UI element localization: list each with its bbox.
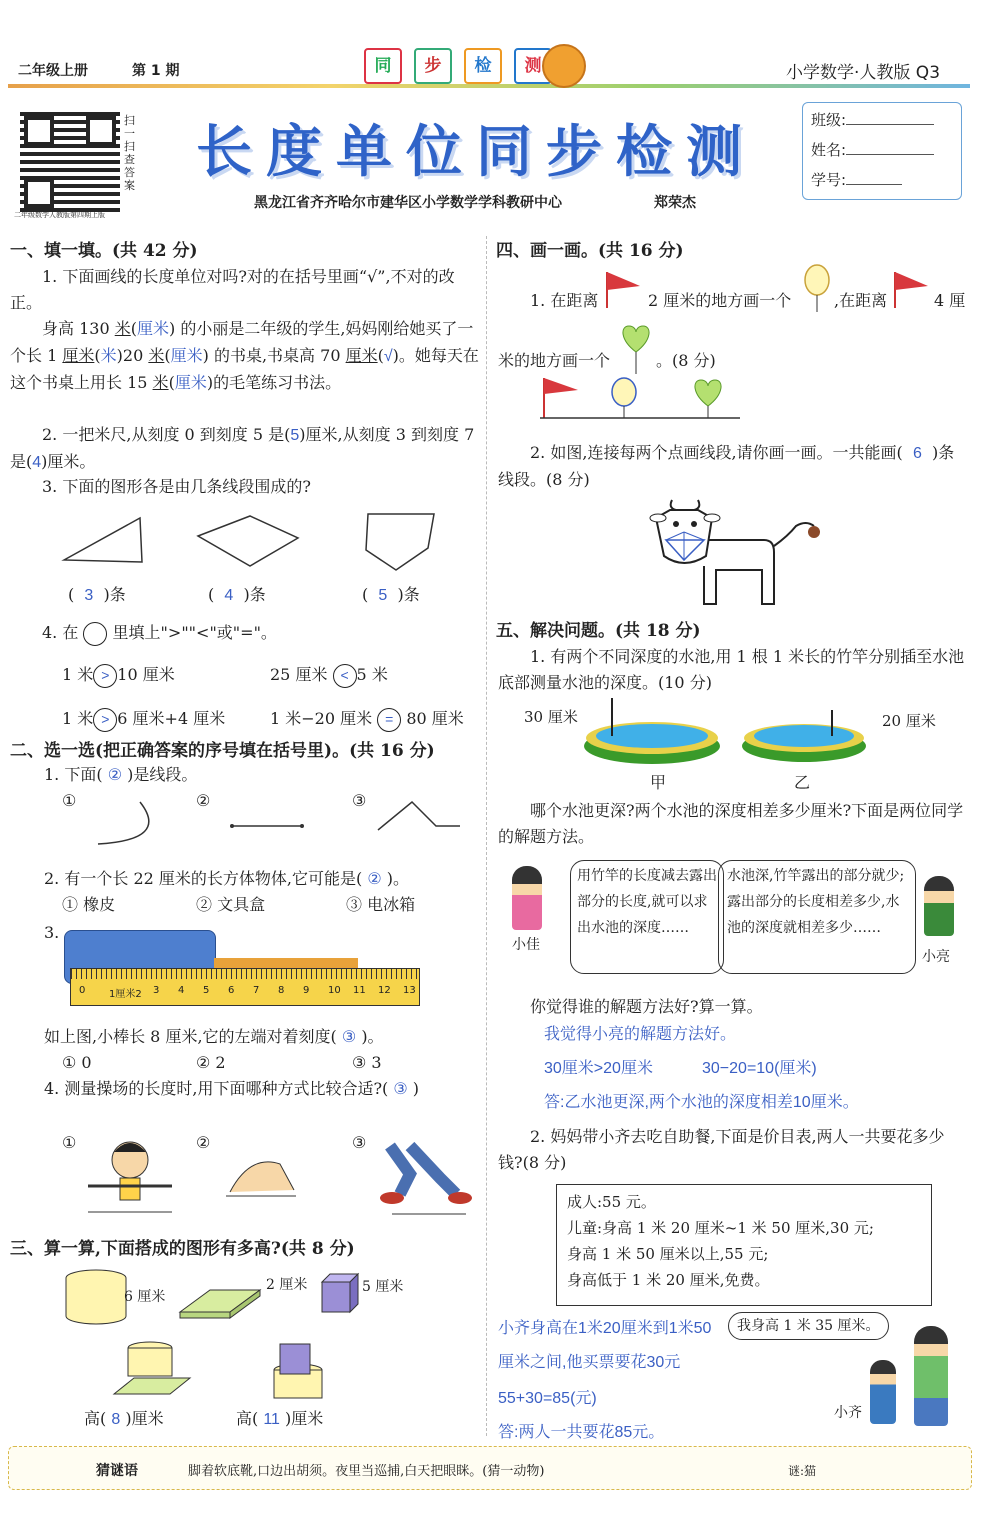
q2-opt-1: ① 橡皮 xyxy=(62,895,116,914)
section-1-title: 一、填一填。(共 42 分) xyxy=(10,241,198,261)
answer-line-5: 小齐身高在1米20厘米到1米50 xyxy=(498,1320,712,1337)
s4-q1f: 。(8 分) xyxy=(656,351,716,370)
s2-q1: 1. 下面( ② )是线段。 xyxy=(44,765,198,784)
q4-opt-1: ① xyxy=(62,1133,77,1152)
stick-tail xyxy=(214,958,358,968)
speech-bubble-1: 用竹竿的长度减去露出部分的长度,就可以求出水池的深度…… xyxy=(570,860,724,974)
cube-shape xyxy=(322,1274,358,1312)
section-5-title: 五、解决问题。(共 18 分) xyxy=(496,621,701,641)
s4-q1e: 米的地方画一个 xyxy=(498,351,611,370)
compare-2: 25 厘米 < 5 米 xyxy=(270,662,388,688)
circle-icon xyxy=(83,622,107,646)
pool-1-name: 甲 xyxy=(650,773,667,792)
shapes-figure xyxy=(50,506,470,576)
balloon-icon xyxy=(802,264,832,314)
name-field[interactable]: 姓名: xyxy=(811,139,934,160)
answer-line-1: 我觉得小亮的解题方法好。 xyxy=(544,1026,737,1043)
answer: 厘米 xyxy=(170,348,203,365)
qr-code xyxy=(20,112,120,212)
s1-passage: 身高 130 米(厘米) 的小丽是二年级的学生,妈妈刚给她买了一个长 1 厘米(米)20 米(厘米) 的书桌,书桌高 70 厘米(√)。她每天在这个书桌上用长 15 米(厘米)的毛笔练习书法。 xyxy=(10,319,479,392)
q2-opt-2: ② 文具盒 xyxy=(196,895,266,914)
qr-hint: 扫一扫 查答案 xyxy=(124,114,135,192)
riddle-text: 脚着软底靴,口边出胡须。夜里当巡捕,白天把眼眯。(猜一动物) xyxy=(188,1464,545,1479)
q3-opt-3: ③ 3 xyxy=(352,1053,382,1072)
price-row: 身高 1 米 50 厘米以上,55 元; xyxy=(567,1245,769,1263)
s1-q2: 2. 一把米尺,从刻度 0 到刻度 5 是(5)厘米,从刻度 3 到刻度 7 是(4)厘米。 xyxy=(10,425,475,471)
id-field[interactable]: 学号: xyxy=(811,169,902,190)
riddle-label: 猜谜语 xyxy=(96,1463,138,1479)
q2-opt-3: ③ 电冰箱 xyxy=(346,895,416,914)
feet-step-icon xyxy=(380,1146,472,1214)
s4-q1c: ,在距离 xyxy=(834,291,888,310)
height-2: 高( 11 )厘米 xyxy=(236,1409,324,1428)
answer: √ xyxy=(383,348,393,365)
flag-icon xyxy=(892,270,932,310)
subject-label: 小学数学·人教版 Q3 xyxy=(786,63,941,83)
answer-line-6: 厘米之间,他买票要花30元 xyxy=(498,1354,681,1371)
speech-bubble-3: 我身高 1 米 35 厘米。 xyxy=(728,1312,889,1340)
s2-q3-text: 如上图,小棒长 8 厘米,它的左端对着刻度( ③ )。 xyxy=(44,1027,384,1046)
q3-opt-2: ② 2 xyxy=(196,1053,226,1072)
answer-line-8: 答:两人一共要花85元。 xyxy=(498,1424,665,1441)
line-options-figure xyxy=(80,798,470,854)
s4-q1: 1. 在距离 xyxy=(530,291,599,310)
s1-q3: 3. 下面的图形各是由几条线段围成的? xyxy=(42,477,311,496)
opt-3: ③ xyxy=(352,791,367,810)
board-shape xyxy=(180,1290,260,1318)
label-board: 2 厘米 xyxy=(266,1277,308,1293)
page-title: 长度单位同步检测 xyxy=(196,120,756,185)
quadrilateral-shape xyxy=(198,516,298,566)
grade-label: 二年级上册 xyxy=(18,63,88,79)
answer: 厘米 xyxy=(136,321,169,338)
column-divider xyxy=(486,236,487,1436)
author-line: 黑龙江省齐齐哈尔市建华区小学数学学科教研中心 xyxy=(254,195,562,211)
author-name: 郑荣杰 xyxy=(654,195,696,211)
section-4-title: 四、画一画。(共 16 分) xyxy=(496,241,684,261)
speaker-3: 小齐 xyxy=(834,1405,862,1421)
pool-2-name: 乙 xyxy=(794,773,811,792)
s1-q4: 4. 在 里填上">""<"或"="。 xyxy=(42,620,277,646)
ruler-ticks: 0 1厘米2 3 4 5 6 7 8 9 10 11 12 13 xyxy=(79,985,416,1000)
answer: 米 xyxy=(100,348,117,365)
boy-avatar-icon xyxy=(924,876,954,936)
s2-q2: 2. 有一个长 22 厘米的长方体物体,它可能是( ② )。 xyxy=(44,869,409,888)
riddle-answer: 谜:猫 xyxy=(788,1464,817,1478)
shape-answer-2: ( 4 )条 xyxy=(208,585,266,604)
s1-q1: 1. 下面画线的长度单位对吗?对的在括号里画“√”,不对的改正。 xyxy=(10,267,455,312)
price-row: 成人:55 元。 xyxy=(567,1193,656,1211)
pool-1-label: 30 厘米 xyxy=(524,708,578,726)
shape-answer-1: ( 3 )条 xyxy=(68,585,126,604)
pool-1-shape xyxy=(584,698,720,764)
girl-avatar-icon xyxy=(512,866,542,930)
mother-avatar-icon xyxy=(914,1326,948,1426)
header-strip xyxy=(8,84,970,88)
label-cube: 5 厘米 xyxy=(362,1279,404,1295)
cylinder-shape xyxy=(66,1270,126,1324)
s2-q3: 3. xyxy=(44,923,60,942)
compare-1: 1 米 > 10 厘米 xyxy=(62,662,175,688)
section-2-title: 二、选一选(把正确答案的序号填在括号里)。(共 16 分) xyxy=(10,741,435,761)
height-1: 高( 8 )厘米 xyxy=(84,1409,164,1428)
q4-opt-3: ③ xyxy=(352,1133,367,1152)
flag-icon xyxy=(604,270,644,310)
banner-tile: 测 xyxy=(514,48,552,84)
s2-q4: 4. 测量操场的长度时,用下面哪种方式比较合适?( ③ ) xyxy=(44,1079,420,1098)
price-table xyxy=(556,1184,932,1306)
banner-tile: 同 xyxy=(364,48,402,84)
section-3-title: 三、算一算,下面搭成的图形有多高?(共 8 分) xyxy=(10,1239,355,1259)
answer-drawing xyxy=(540,376,740,424)
answer-line-2: 30厘米>20厘米 xyxy=(544,1060,653,1077)
banner-tile: 检 xyxy=(464,48,502,84)
ruler xyxy=(70,968,420,1006)
price-row: 身高低于 1 米 20 厘米,免费。 xyxy=(567,1271,770,1289)
answer-line-4: 答:乙水池更深,两个水池的深度相差10厘米。 xyxy=(544,1094,859,1111)
s5-q2: 2. 妈妈带小齐去吃自助餐,下面是价目表,两人一共要花多少钱?(8 分) xyxy=(498,1127,945,1172)
s4-q1b: 2 厘米的地方画一个 xyxy=(648,291,792,310)
qr-caption: 二年级数学人教版第四期上版 xyxy=(14,211,105,219)
price-row: 儿童:身高 1 米 20 厘米~1 米 50 厘米,30 元; xyxy=(567,1219,874,1237)
answer-line-3: 30−20=10(厘米) xyxy=(702,1060,817,1077)
issue-label: 第 1 期 xyxy=(132,63,180,79)
s5-q1b: 哪个水池更深?两个水池的深度相差多少厘米?下面是两位同学的解题方法。 xyxy=(498,801,964,846)
lion-mascot-icon xyxy=(542,44,586,88)
q3-opt-1: ① 0 xyxy=(62,1053,92,1072)
s4-q2: 2. 如图,连接每两个点画线段,请你画一画。一共能画( 6 )条线段。(8 分) xyxy=(498,443,955,489)
banner-tile: 步 xyxy=(414,48,452,84)
cow-figure xyxy=(646,496,826,610)
answer: 厘米 xyxy=(174,375,207,392)
s4-q1d: 4 厘 xyxy=(934,291,966,310)
triangle-shape xyxy=(64,518,142,562)
label-cylinder: 6 厘米 xyxy=(124,1289,166,1305)
shape-answer-3: ( 5 )条 xyxy=(362,585,420,604)
s5-q1c: 你觉得谁的解题方法好?算一算。 xyxy=(530,997,763,1016)
speaker-2: 小亮 xyxy=(922,949,950,965)
s5-q1: 1. 有两个不同深度的水池,用 1 根 1 米长的竹竿分别插至水池底部测量水池的深度。(10 分) xyxy=(498,647,965,692)
info-box xyxy=(802,102,962,200)
opt-1: ① xyxy=(62,791,77,810)
child-avatar-icon xyxy=(870,1360,896,1424)
pentagon-shape xyxy=(366,514,434,570)
hand-span-icon xyxy=(226,1162,296,1196)
pools-figure xyxy=(582,696,882,768)
pool-2-label: 20 厘米 xyxy=(882,712,936,730)
stack-1-shape xyxy=(114,1342,190,1394)
compare-4: 1 米−20 厘米 = 80 厘米 xyxy=(270,706,464,732)
speech-bubble-2: 水池深,竹竿露出的部分就少;露出部分的长度相差多少,水池的深度就相差多少…… xyxy=(718,860,916,974)
pool-2-shape xyxy=(742,710,866,762)
answer: 5 xyxy=(290,427,300,444)
opt-2: ② xyxy=(196,791,211,810)
heart-balloon-icon xyxy=(616,322,656,376)
measure-methods-figure xyxy=(80,1134,480,1220)
stack-2-shape xyxy=(274,1344,322,1398)
answer-line-7: 55+30=85(元) xyxy=(498,1390,597,1407)
answer: 4 xyxy=(32,454,42,471)
compare-3: 1 米 > 6 厘米+4 厘米 xyxy=(62,706,225,732)
banner xyxy=(364,48,552,84)
speaker-1: 小佳 xyxy=(512,937,540,953)
class-field[interactable]: 班级: xyxy=(811,109,934,130)
q4-opt-2: ② xyxy=(196,1133,211,1152)
boy-arms-icon xyxy=(88,1142,172,1212)
